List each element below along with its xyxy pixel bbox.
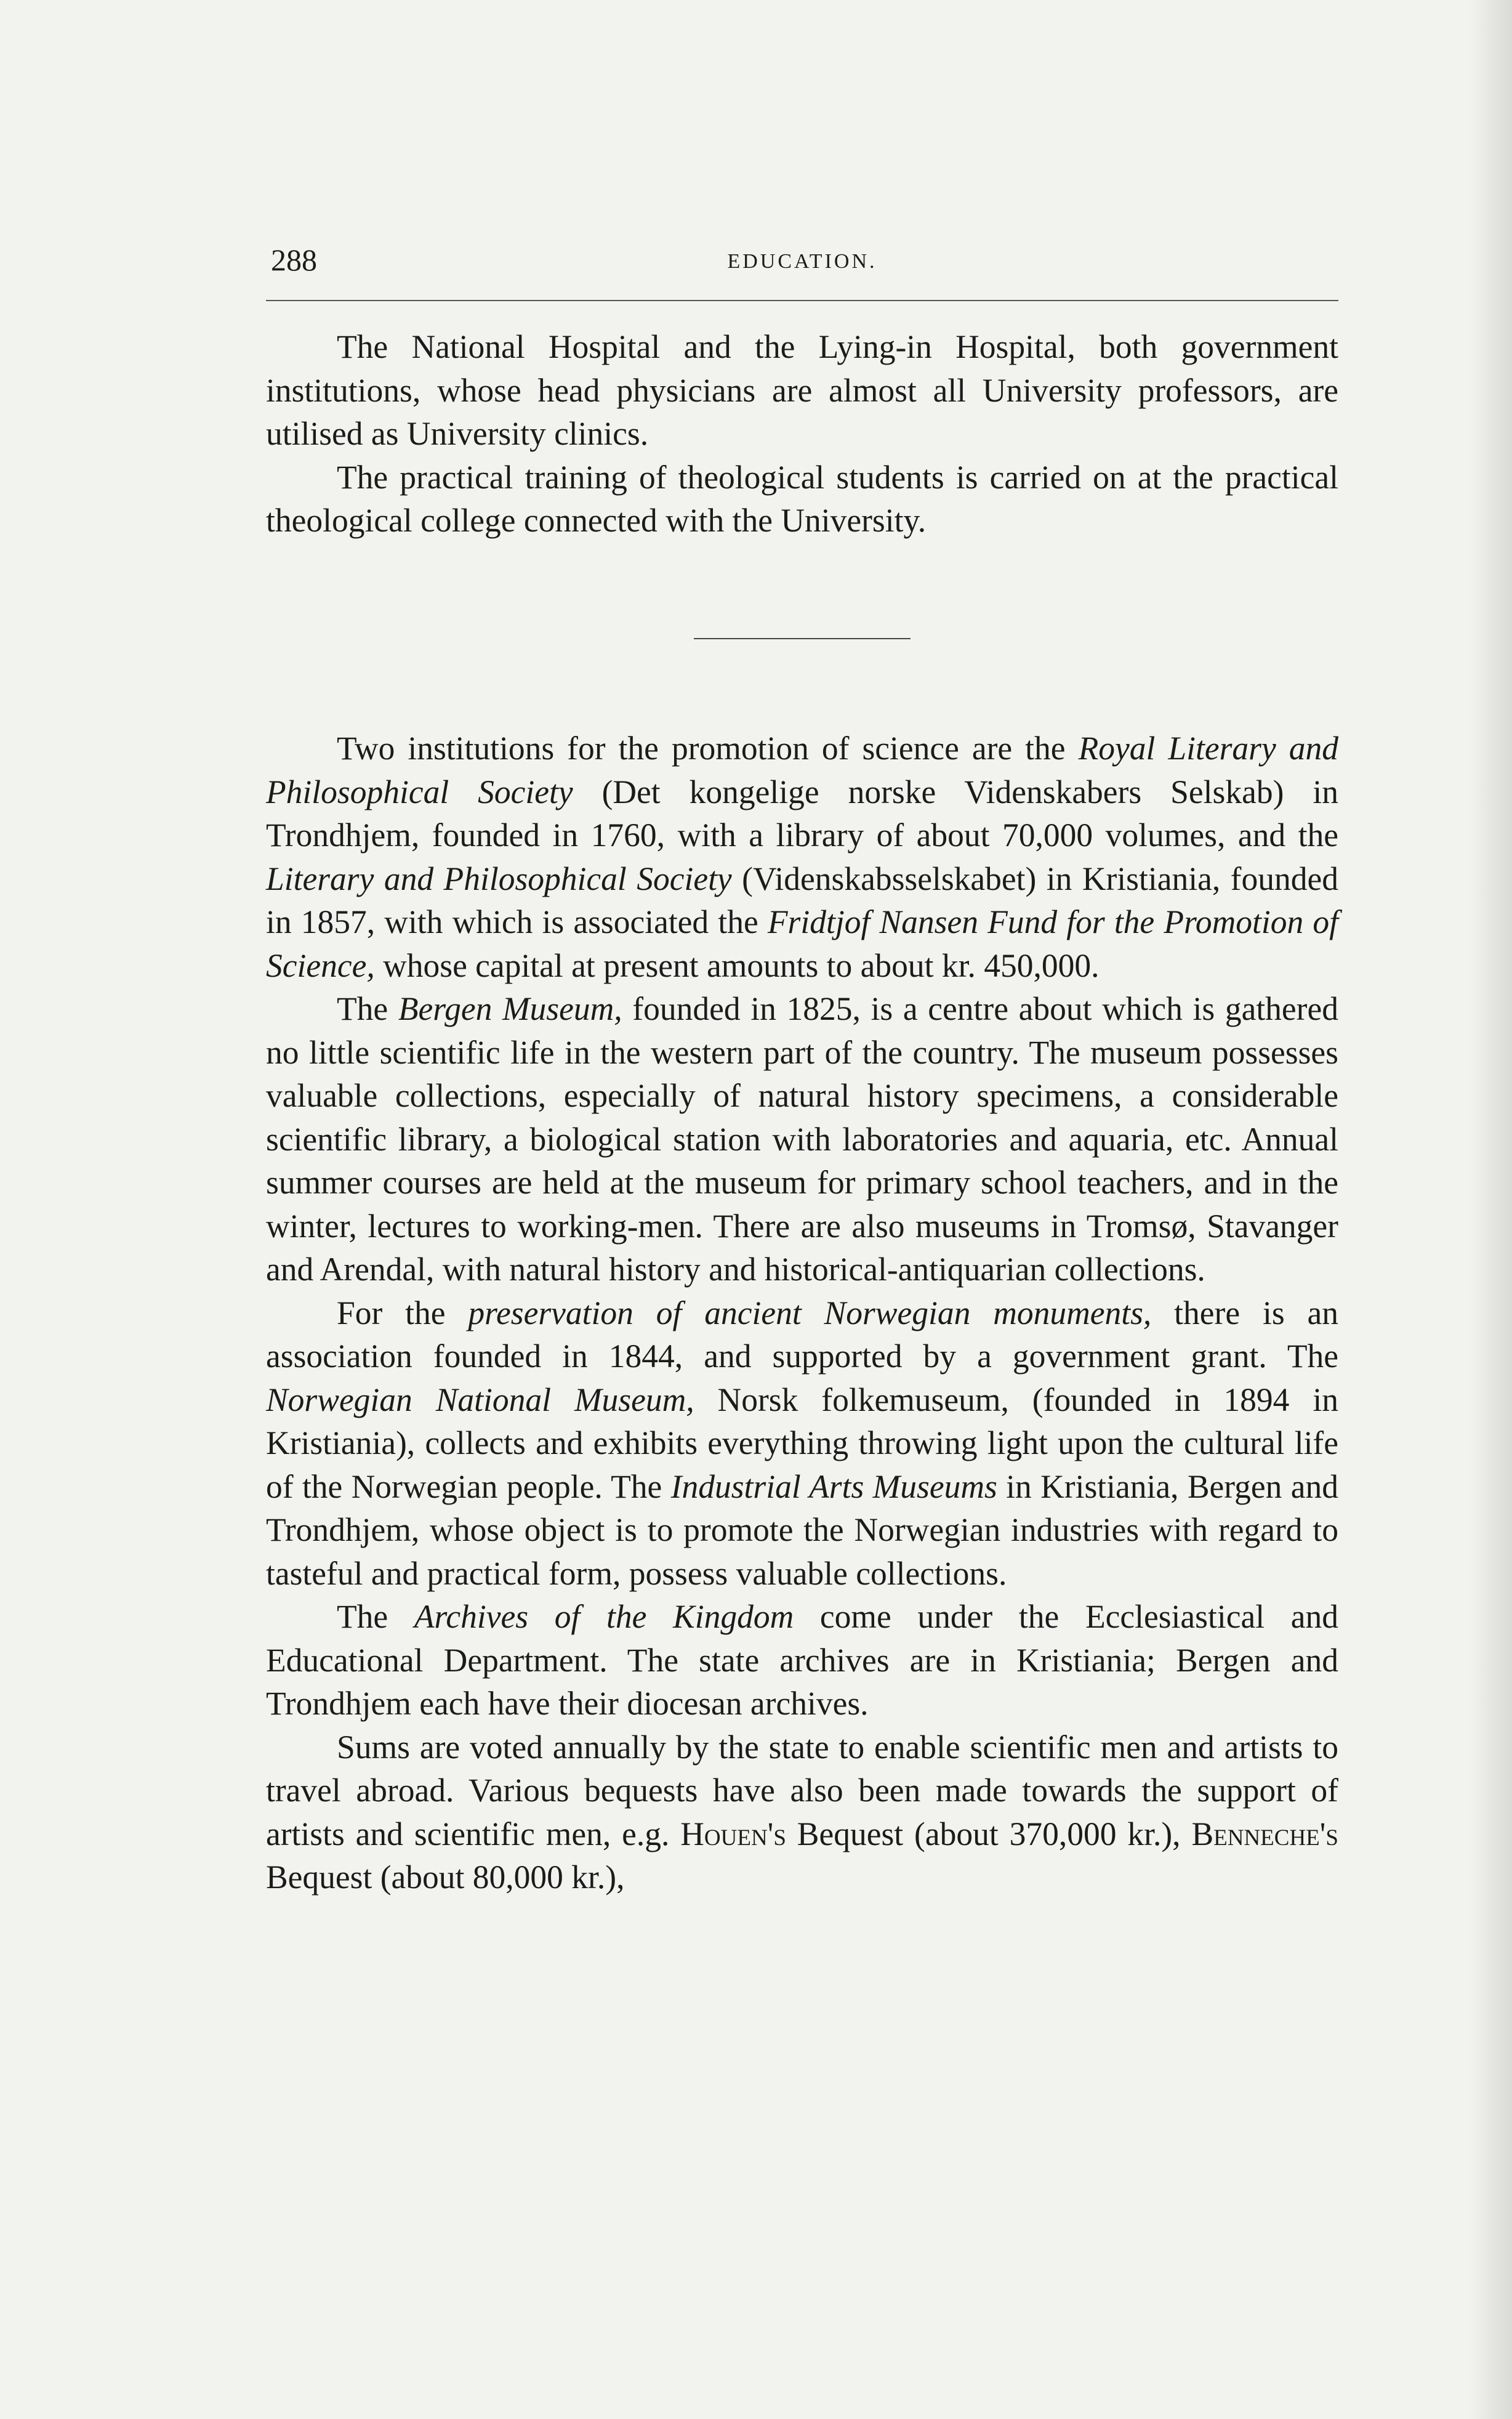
page-edge-shadow [1469, 0, 1512, 2419]
italic-royal-society: Royal Literary and Philosophical Society [266, 730, 1338, 810]
smallcaps-houen: Houen's [680, 1815, 786, 1852]
section-hospitals [266, 325, 1338, 543]
italic-literary-society: Literary and Philosophical Society [266, 860, 732, 897]
italic-nansen-fund: Fridtjof Nansen Fund for the Promotion of Science, [266, 903, 1338, 984]
paragraph-theological-training: The practical training of theological students is carried on at the practical theological college connected with the University. [266, 458, 1338, 539]
paragraph-monuments: For the preservation of ancient Norwegian monuments, there is an association founded in 1844, and supported by a government grant. The Norwegian National Museum, Norsk folkemuseum, (founded in 1894 in Kristiania), collects and exhibits everything throwing light upon the cultural life of the Norwegian people. The Industrial Arts Museums in Kristiania, Bergen and Trondhjem, whose object is to promote the Norwegian industries with regard to tasteful and practical form, possess valuable collections. [266, 1294, 1338, 1592]
paragraph-hospitals: The National Hospital and the Lying-in Hospital, both government institutions, whose head physicians are almost all University professors, are utilised as University clinics. [266, 328, 1338, 452]
italic-national-museum: Norwegian National Museum, [266, 1381, 694, 1418]
running-head-title: EDUCATION. [727, 250, 877, 273]
italic-industrial-arts: Industrial Arts Museums [670, 1468, 997, 1505]
paragraph-bequests: Sums are voted annually by the state to enable scientific men and artists to travel abroad. Various bequests have also been made towards the support of artists and scientific men, e.g. Houen's Bequest (about 370,000 kr.), Benneche's Bequest (about 80,000 kr.), [266, 1728, 1338, 1896]
paragraph-bergen-museum: The Bergen Museum, founded in 1825, is a centre about which is gathered no little scientific life in the western part of the country. The museum possesses valuable collections, especially of natural history specimens, a considerable scientific library, a biological station with laboratories and aquaria, etc. Annual summer courses are held at the museum for primary school teachers, and in the winter, lectures to working-men. There are also museums in Tromsø, Stavanger and Arendal, with natural history and historical-antiquarian collections. [266, 990, 1338, 1288]
section-divider [694, 638, 911, 639]
italic-bergen-museum: Bergen Museum, [398, 990, 622, 1027]
page-number: 288 [271, 243, 317, 277]
section-science-institutions [266, 727, 1338, 1899]
paragraph-archives: The Archives of the Kingdom come under the Ecclesiastical and Educational Department. The state archives are in Kristiania; Bergen and Trondhjem each have their diocesan archives. [266, 1598, 1338, 1722]
running-head [266, 241, 1338, 278]
smallcaps-benneche: Benneche's [1191, 1815, 1338, 1852]
italic-archives: Archives of the Kingdom [414, 1598, 794, 1635]
paragraph-societies: Two institutions for the promotion of science are the Royal Literary and Philosophical Society (Det kongelige norske Videnskabers Selskab) in Trondhjem, founded in 1760, with a library of about 70,000 volumes, and the Literary and Philosophical Society (Videnskabsselskabet) in Kristiania, founded in 1857, with which is associated the Fridtjof Nansen Fund for the Promotion of Science, whose capital at present amounts to about kr. 450,000. [266, 730, 1338, 984]
italic-monuments: preservation of ancient Norwegian monuments, [468, 1294, 1152, 1331]
header-rule [266, 300, 1338, 301]
